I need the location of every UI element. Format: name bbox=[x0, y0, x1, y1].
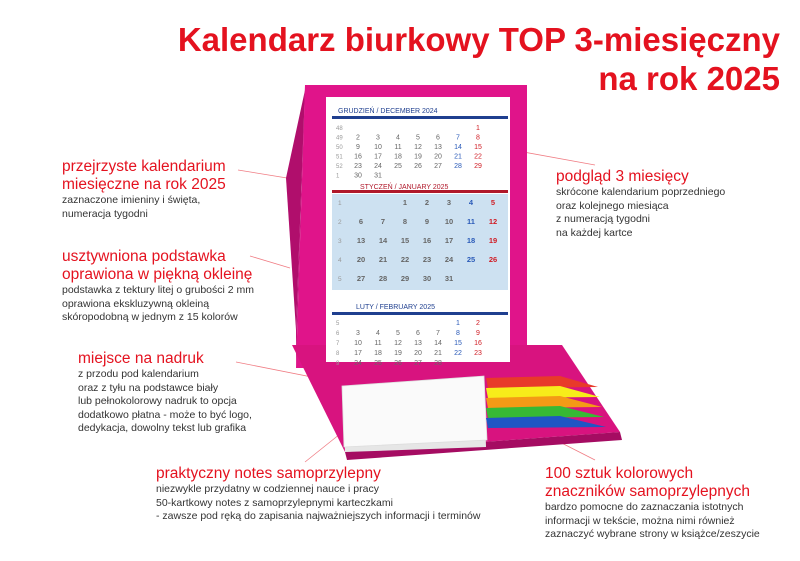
december-day: 30 bbox=[354, 172, 362, 180]
february-day: 2 bbox=[476, 320, 480, 327]
january-day: 11 bbox=[467, 217, 475, 226]
december-day: 17 bbox=[374, 153, 382, 161]
december-day: 1 bbox=[476, 125, 480, 132]
feature-transparent-desc-1: zaznaczone imieniny i święta, bbox=[62, 194, 201, 206]
january-day: 24 bbox=[444, 255, 454, 264]
january-day: 20 bbox=[356, 255, 366, 264]
feature-print-desc-4: dodatkowo płatna - może to być logo, bbox=[78, 408, 252, 421]
feature-preview-heading: podgląd 3 miesięcy bbox=[556, 168, 689, 185]
december-week-number: 48 bbox=[336, 126, 343, 132]
february-day: 20 bbox=[414, 350, 422, 357]
january-day: 8 bbox=[402, 217, 408, 226]
february-day: 1 bbox=[456, 320, 460, 327]
december-day: 6 bbox=[436, 134, 440, 142]
december-day: 21 bbox=[454, 153, 462, 161]
february-day: 17 bbox=[354, 350, 362, 357]
january-day: 14 bbox=[378, 236, 388, 245]
feature-preview bbox=[556, 168, 725, 240]
page-title-line1: Kalendarz biurkowy TOP 3-miesięczny bbox=[177, 21, 780, 58]
january-day: 2 bbox=[424, 198, 430, 207]
december-day: 3 bbox=[376, 134, 380, 142]
feature-notes bbox=[156, 465, 480, 524]
december-day: 10 bbox=[374, 144, 382, 151]
january-day: 27 bbox=[356, 274, 366, 283]
december-header: GRUDZIEŃ / DECEMBER 2024 bbox=[338, 108, 438, 115]
january-day: 9 bbox=[424, 217, 430, 226]
january-header: STYCZEŃ / JANUARY 2025 bbox=[360, 184, 449, 191]
feature-print-desc-5: dedykacja, dowolny tekst lub grafika bbox=[78, 422, 247, 434]
february-day: 19 bbox=[394, 350, 402, 357]
december-day: 29 bbox=[474, 163, 482, 170]
february-week-number: 5 bbox=[336, 321, 340, 327]
december-day: 31 bbox=[374, 172, 382, 180]
december-week-number: 50 bbox=[336, 145, 343, 151]
february-day: 9 bbox=[476, 330, 480, 337]
december-day: 26 bbox=[414, 163, 422, 170]
february-day: 10 bbox=[354, 340, 362, 347]
december-day: 24 bbox=[374, 163, 382, 170]
december-day: 23 bbox=[354, 163, 362, 170]
january-day: 16 bbox=[422, 236, 432, 245]
feature-print-desc-1: z przodu pod kalendarium bbox=[78, 368, 199, 380]
february-day: 5 bbox=[396, 330, 400, 337]
feature-preview-desc-2: oraz kolejnego miesiąca bbox=[556, 199, 669, 212]
feature-notes-desc-3: - zawsze pod ręką do zapisania najważniejszych informacji i terminów bbox=[156, 510, 481, 522]
feature-markers-heading-2: znaczników samoprzylepnych bbox=[545, 483, 751, 500]
feature-markers-desc-1: bardzo pomocne do zaznaczania istotnych bbox=[545, 501, 744, 513]
january-day: 28 bbox=[378, 274, 388, 283]
february-day: 27 bbox=[414, 360, 422, 367]
february-day: 12 bbox=[394, 340, 402, 347]
january-day: 6 bbox=[358, 217, 364, 226]
january-day: 29 bbox=[400, 274, 410, 283]
feature-transparent bbox=[62, 158, 226, 221]
february-day: 3 bbox=[356, 330, 360, 337]
january-day: 12 bbox=[488, 217, 498, 226]
feature-markers-desc-2: informacji w tekście, można nimi również bbox=[545, 514, 735, 527]
feature-print-desc-3: lub pełnokolorowy nadruk to opcja bbox=[78, 395, 237, 407]
february-day: 25 bbox=[374, 360, 382, 367]
january-day: 31 bbox=[444, 274, 454, 283]
december-day: 19 bbox=[414, 153, 422, 161]
feature-markers bbox=[545, 465, 760, 542]
december-day: 9 bbox=[356, 144, 360, 151]
feature-print-desc-2: oraz z tyłu na podstawce biały bbox=[78, 381, 219, 394]
january-day: 7 bbox=[380, 217, 386, 226]
january-day: 19 bbox=[488, 236, 498, 245]
feature-preview-desc-1: skrócone kalendarium poprzedniego bbox=[556, 186, 726, 198]
feature-markers-desc-3: zaznaczyć wybrane strony w książce/zeszycie bbox=[545, 528, 760, 540]
december-day: 20 bbox=[434, 153, 442, 161]
notes-pad bbox=[342, 376, 487, 447]
january-day: 26 bbox=[488, 255, 498, 264]
february-day: 23 bbox=[474, 350, 482, 357]
january-day: 21 bbox=[378, 255, 388, 264]
february-day: 22 bbox=[454, 350, 462, 357]
feature-preview-desc-3: z numeracją tygodni bbox=[556, 213, 650, 225]
february-day: 28 bbox=[434, 360, 442, 367]
december-week-number: 49 bbox=[336, 135, 343, 142]
feature-transparent-desc-2: numeracja tygodni bbox=[62, 207, 148, 220]
december-day: 12 bbox=[414, 144, 422, 151]
february-day: 21 bbox=[434, 350, 442, 357]
january-day: 3 bbox=[446, 198, 452, 207]
december-day: 14 bbox=[454, 144, 462, 151]
february-day: 14 bbox=[434, 340, 442, 347]
december-day: 18 bbox=[394, 153, 402, 161]
february-day: 13 bbox=[414, 340, 422, 347]
feature-stand-desc-2: oprawiona ekskluzywną okleiną bbox=[62, 297, 210, 310]
february-day: 11 bbox=[374, 340, 382, 347]
december-day: 15 bbox=[474, 144, 482, 151]
february-day: 7 bbox=[436, 330, 440, 337]
january-day: 18 bbox=[466, 236, 476, 245]
december-day: 5 bbox=[416, 134, 420, 142]
feature-notes-desc-1: niezwykle przydatny w codziennej nauce i pracy bbox=[156, 483, 379, 495]
feature-stand-desc-1: podstawka z tektury litej o grubości 2 mm bbox=[62, 284, 254, 296]
january-day: 4 bbox=[468, 198, 474, 207]
january-week-number: 3 bbox=[338, 238, 342, 245]
february-day: 24 bbox=[354, 360, 362, 367]
january-day: 23 bbox=[422, 255, 432, 264]
feature-stand-heading-2: oprawiona w piękną okleinę bbox=[62, 266, 253, 283]
february-week-number: 7 bbox=[336, 341, 340, 347]
january-day: 17 bbox=[444, 236, 454, 245]
february-day: 18 bbox=[374, 350, 382, 357]
february-week-number: 8 bbox=[336, 351, 340, 357]
feature-preview-desc-4: na każdej kartce bbox=[556, 226, 633, 239]
feature-notes-desc-2: 50-kartkowy notes z samoprzylepnymi karteczkami bbox=[156, 496, 393, 509]
december-day: 13 bbox=[434, 144, 442, 151]
feature-transparent-heading-2: miesięczne na rok 2025 bbox=[62, 176, 226, 193]
december-day: 22 bbox=[474, 153, 482, 161]
feature-print-heading: miejsce na nadruk bbox=[78, 350, 204, 367]
february-week-number: 9 bbox=[336, 361, 340, 367]
february-day: 6 bbox=[416, 330, 420, 337]
january-week-number: 1 bbox=[338, 200, 342, 207]
february-day: 16 bbox=[474, 340, 482, 347]
feature-stand bbox=[62, 248, 254, 325]
january-day: 15 bbox=[400, 236, 410, 245]
february-day: 26 bbox=[394, 360, 402, 367]
january-week-number: 2 bbox=[338, 219, 342, 226]
december-day: 7 bbox=[456, 134, 460, 142]
january-week-number: 4 bbox=[338, 257, 342, 264]
january-week-number: 5 bbox=[338, 276, 342, 283]
december-day: 28 bbox=[454, 163, 462, 170]
january-day: 13 bbox=[356, 236, 366, 245]
january-day: 5 bbox=[490, 198, 496, 207]
december-day: 16 bbox=[354, 153, 362, 161]
february-day: 4 bbox=[376, 330, 380, 337]
page-title-line2: na rok 2025 bbox=[598, 60, 780, 97]
december-day: 11 bbox=[394, 144, 402, 151]
january-day: 22 bbox=[400, 255, 410, 264]
december-week-number: 52 bbox=[336, 164, 343, 170]
january-day: 1 bbox=[402, 198, 408, 207]
december-week-number: 51 bbox=[336, 154, 343, 161]
december-day: 2 bbox=[356, 134, 360, 142]
feature-stand-heading-1: usztywniona podstawka bbox=[62, 248, 226, 265]
february-header: LUTY / FEBRUARY 2025 bbox=[356, 304, 435, 311]
february-day: 15 bbox=[454, 340, 462, 347]
feature-notes-heading: praktyczny notes samoprzylepny bbox=[156, 465, 381, 482]
feature-markers-heading-1: 100 sztuk kolorowych bbox=[545, 465, 694, 482]
december-day: 27 bbox=[434, 163, 442, 170]
december-week-number: 1 bbox=[336, 173, 340, 180]
december-day: 8 bbox=[476, 134, 480, 142]
december-day: 25 bbox=[394, 163, 402, 170]
feature-stand-desc-3: skóropodobną w jednym z 15 kolorów bbox=[62, 311, 238, 323]
feature-print bbox=[78, 350, 252, 436]
december-day: 4 bbox=[396, 134, 400, 142]
february-week-number: 6 bbox=[336, 331, 340, 337]
january-day: 25 bbox=[466, 255, 476, 264]
january-day: 30 bbox=[422, 274, 432, 283]
feature-transparent-heading-1: przejrzyste kalendarium bbox=[62, 158, 226, 175]
february-day: 8 bbox=[456, 330, 460, 337]
january-day: 10 bbox=[444, 217, 454, 226]
